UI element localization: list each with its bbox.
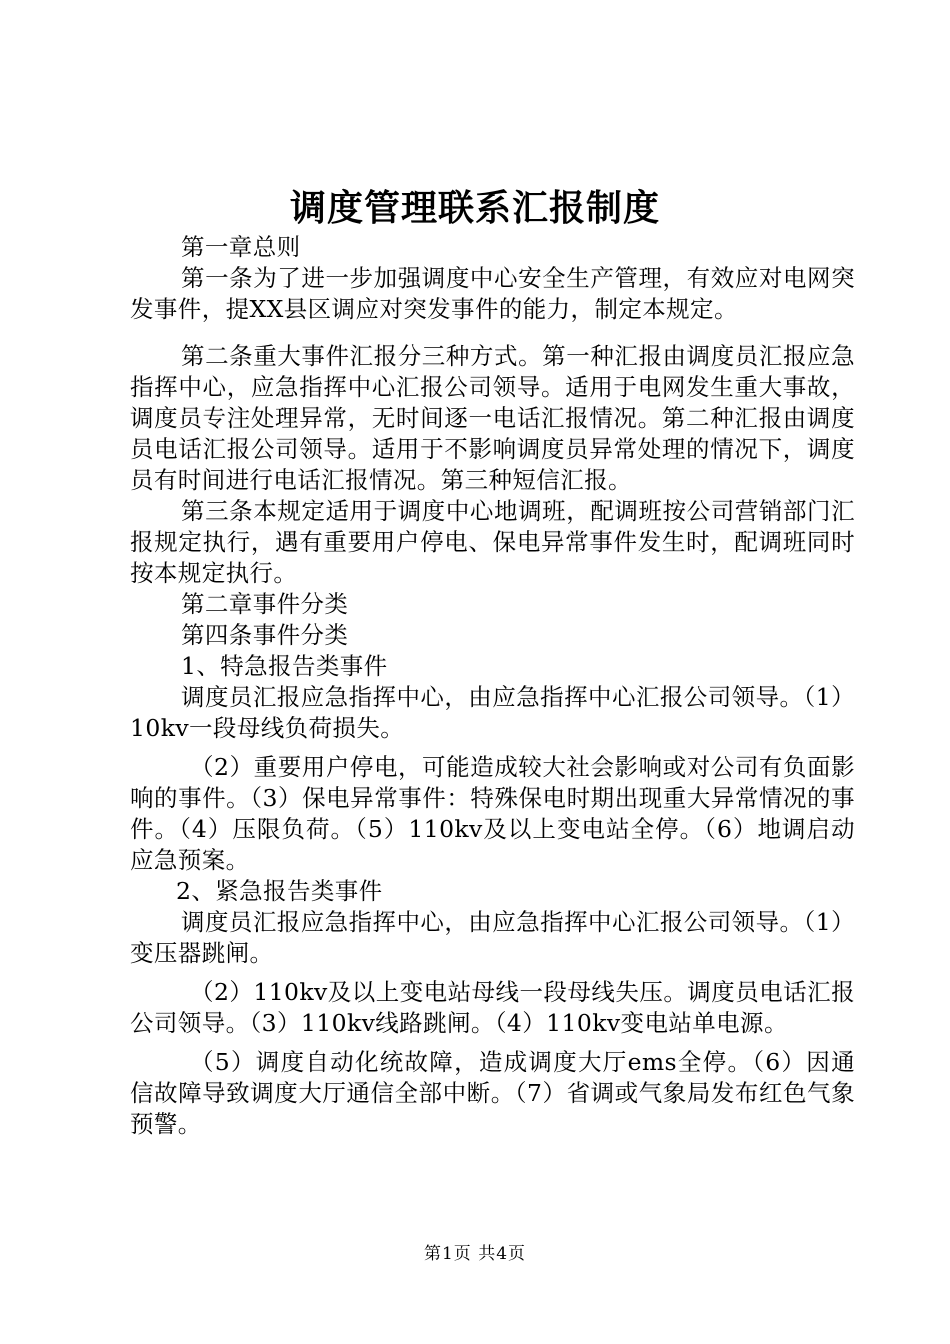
section-heading: 1、特急报告类事件: [181, 652, 388, 680]
paragraph: 调度员汇报应急指挥中心，由应急指挥中心汇报公司领导。（1）变压器跳闸。: [130, 908, 855, 967]
paragraph: （2）重要用户停电，可能造成较大社会影响或对公司有负面影响的事件。（3）保电异常事件：特殊保电时期出现重大异常情况的事件。（4）压限负荷。（5）110kv及以上变电站全停。（6）地调启动应急预案。: [130, 753, 855, 874]
paragraph: 调度员汇报应急指挥中心，由应急指挥中心汇报公司领导。（1）10kv一段母线负荷损失。: [130, 683, 855, 742]
paragraph: （5）调度自动化统故障，造成调度大厅ems全停。（6）因通信故障导致调度大厅通信全部中断。（7）省调或气象局发布红色气象预警。: [130, 1048, 855, 1138]
chapter-heading: 第二章事件分类: [181, 590, 349, 618]
section-heading: 2、紧急报告类事件: [176, 877, 383, 905]
document-body: [130, 232, 855, 1140]
paragraph: 第二条重大事件汇报分三种方式。第一种汇报由调度员汇报应急指挥中心，应急指挥中心汇报公司领导。适用于电网发生重大事故，调度员专注处理异常，无时间逐一电话汇报情况。第二种汇报由调度员电话汇报公司领导。适用于不影响调度员异常处理的情况下，调度员有时间进行电话汇报情况。第三种短信汇报。: [130, 342, 855, 494]
paragraph: 第三条本规定适用于调度中心地调班，配调班按公司营销部门汇报规定执行，遇有重要用户停电、保电异常事件发生时，配调班同时按本规定执行。: [130, 497, 855, 587]
document-title: 调度管理联系汇报制度: [289, 187, 660, 229]
chapter-heading: 第一章总则: [181, 233, 301, 261]
paragraph: 第一条为了进一步加强调度中心安全生产管理，有效应对电网突发事件，提XX县区调应对突发事件的能力，制定本规定。: [130, 264, 855, 323]
paragraph: （2）110kv及以上变电站母线一段母线失压。调度员电话汇报公司领导。（3）110kv线路跳闸。（4）110kv变电站单电源。: [130, 978, 855, 1037]
article-heading: 第四条事件分类: [181, 621, 349, 649]
page-number: 第1页 共4页: [423, 1244, 527, 1264]
